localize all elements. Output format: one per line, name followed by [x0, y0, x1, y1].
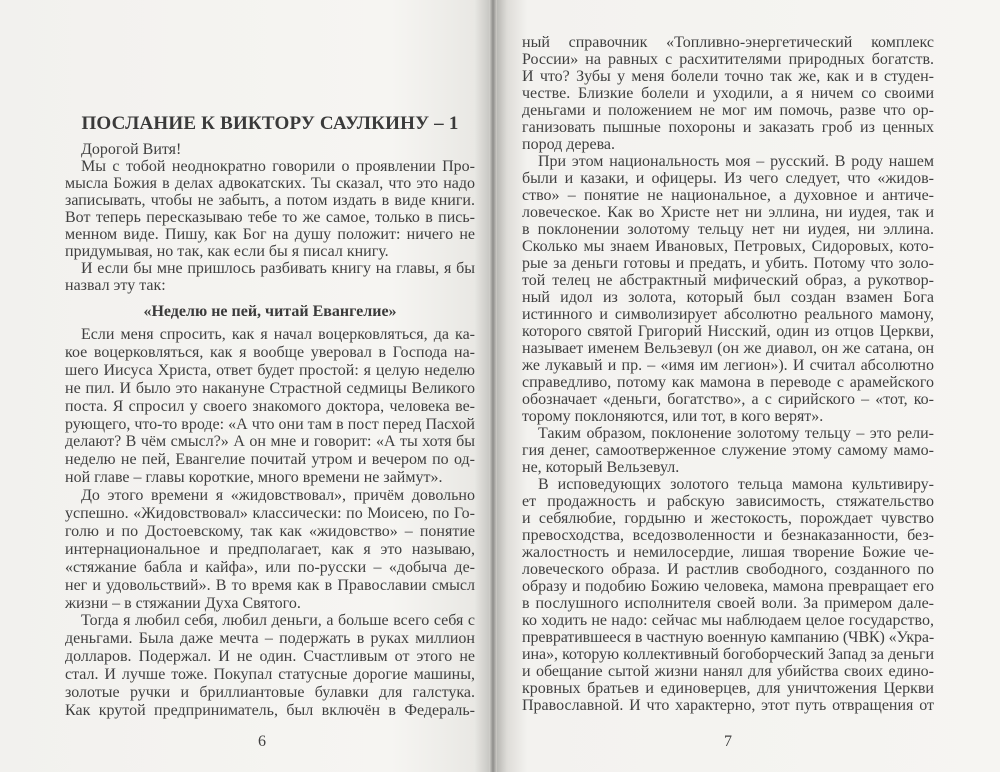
text-line: При этом национальность моя – русский. В роду нашем: [538, 153, 934, 170]
text-line: гия денег, самоотверженное служение этому самому мамо-: [522, 442, 934, 459]
text-line: называет именем Вельзевул (он же диавол, он же сатана, он: [522, 340, 934, 357]
text-line: не, который Вельзевул.: [522, 459, 680, 476]
text-line: ко ходить не надо: сейчас мы наблюдаем целое государство,: [522, 612, 934, 629]
text-line: поста. Я спросил у своего знакомого доктора, человека ве-: [65, 397, 475, 415]
text-line: кровных братьев и единоверцев, для уничтожения Церкви: [522, 680, 934, 697]
text-line: ет продажность и рабскую зависимость, стяжательство: [522, 493, 934, 510]
text-line: деньгами. Была даже мечта – подержать в руках миллион: [65, 630, 475, 648]
section-subheading: «Неделю не пей, читай Евангелие»: [143, 303, 397, 320]
text-line: жалостность и немилосердие, лишая творение Божие че-: [522, 544, 934, 561]
text-line: рующего, что-то вроде: «А что они там в пост перед Пасхой: [65, 415, 475, 433]
text-line: ный справочник «Топливно-энергетический комплекс: [522, 34, 934, 51]
text-line: В исповедующих золотого тельца мамона культивиру-: [538, 476, 934, 493]
text-line: не пил. И было это накануне Страстной седмицы Великого: [65, 379, 475, 397]
text-line: ный идол из золота, который был создан взамен Бога: [522, 289, 934, 306]
text-line: Вот теперь пересказываю тебе то же самое, только в пись-: [65, 209, 475, 226]
text-line: делают? В чём смысл?» А он мне и говорит: «А ты хотя бы: [65, 433, 475, 451]
page-number-left: 6: [258, 733, 266, 750]
text-line: До этого времени я «жидовствовал», причём довольно: [81, 487, 475, 505]
chapter-title: ПОСЛАНИЕ К ВИКТОРУ САУЛКИНУ – 1: [81, 113, 459, 134]
text-line: ной главе – главы короткие, много времени не займут».: [65, 469, 443, 487]
text-line: Тогда я любил себя, любил деньги, а больше всего себя с: [81, 612, 475, 630]
text-line: неделю не пей, Евангелие почитай утром и вечером по од-: [65, 451, 475, 469]
text-line: превосходства, вседозволенности и безнаказанности, без-: [522, 527, 934, 544]
text-line: «стяжание бабла и кайфа», или по-русски – «добыча де-: [65, 558, 475, 576]
text-line: нег и удовольствий». В то время как в Православии смысл: [65, 576, 475, 594]
text-line: придумывая, но так, как если бы я писал книгу.: [65, 243, 389, 260]
text-line: назвал эту так:: [65, 277, 166, 294]
text-line: И если бы мне пришлось разбивать книгу на главы, я бы: [81, 260, 475, 277]
text-line: кое воцерковляться, как я вообще уверовал в Господа на-: [65, 343, 475, 361]
text-line: Дорогой Витя!: [81, 141, 182, 158]
text-line: Таким образом, поклонение золотому тельцу – это рели-: [538, 425, 934, 442]
text-line: обозначает «деньги, богатство», а с сирийского – «тот, ко-: [522, 391, 934, 408]
text-line: Если меня спросить, как я начал воцерковляться, да ка-: [81, 326, 475, 343]
text-line: и себялюбие, гордыню и жестокость, порождает чувство: [522, 510, 934, 527]
text-line: ина», которую коллективный богоборческий Запад за деньги: [522, 646, 934, 663]
text-line: Сколько мы знаем Ивановых, Петровых, Сидоровых, кото-: [522, 238, 934, 255]
text-line: в поклонении золотому тельцу нет ни иудея, ни эллина.: [522, 221, 934, 238]
text-line: Как крутой предприниматель, был включён в Федераль-: [65, 701, 475, 719]
text-line: истинного и символизирует абсолютно реального мамону,: [522, 306, 934, 323]
right-page: [497, 0, 1000, 772]
text-line: честве. Близкие болели и уходили, а я ничем со своими: [522, 85, 934, 102]
text-line: той телец не абстрактный мифический образ, а рукотвор-: [522, 272, 934, 289]
text-line: были и казаки, и офицеры. Из чего следует, что «жидов-: [522, 170, 934, 187]
text-line: И что? Зубы у меня болели точно так же, как и в студен-: [522, 68, 934, 85]
text-line: интернациональное и предполагает, как я это называю,: [65, 540, 475, 558]
text-line: золотые ручки и бриллиантовые булавки для галстука.: [65, 684, 475, 701]
text-line: Православной. И что характерно, этот путь отвращения от: [522, 697, 934, 714]
text-line: же лукавый и пр. – «имя им легион»). И считал абсолютно: [522, 357, 934, 374]
text-line: ловеческого образа. И растлив свободного, созданного по: [522, 561, 934, 578]
text-line: России» на равных с расхитителями природных богатств.: [522, 51, 934, 68]
book-gutter: [489, 0, 497, 772]
text-line: справедливо, потому как мамона в переводе с арамейского: [522, 374, 934, 391]
text-line: успешно. «Жидовствовал» классически: по Моисею, по Го-: [65, 505, 475, 522]
text-line: ство» – понятие не национальное, а духовное и античе-: [522, 187, 934, 204]
text-line: рые за деньги готовы и предать, и убить. Потому что золо-: [522, 255, 934, 272]
text-line: стал. И лучше тоже. Покупал статусные дорогие машины,: [65, 666, 475, 684]
text-line: которого святой Григорий Нисский, один из отцов Церкви,: [522, 323, 934, 340]
text-line: менном виде. Пишу, как Бог на душу положит: ничего не: [65, 226, 475, 243]
text-line: мысла Божия в делах адвокатских. Ты сказал, что это надо: [65, 175, 475, 192]
text-line: голю и по Достоевскому, так как «жидовство» – понятие: [65, 522, 475, 540]
left-page: [0, 0, 489, 772]
text-line: шего Иисуса Христа, ответ будет простой: я целую неделю: [65, 361, 475, 379]
text-line: и обещание сытой жизни нанял для убийства своих едино-: [522, 663, 934, 680]
text-line: записывать, чтобы не забыть, а потом издать в виде книги.: [65, 192, 475, 209]
page-number-right: 7: [724, 733, 732, 750]
text-line: пород дерева.: [522, 136, 616, 153]
text-line: деньгами и положением не мог им помочь, разве что ор-: [522, 102, 934, 119]
text-line: долларов. Подержал. И не один. Счастливым от этого не: [65, 648, 475, 666]
text-line: в послушного исполнителя своей воли. За примером дале-: [522, 595, 934, 612]
text-line: ловеческое. Как во Христе нет ни эллина, ни иудея, так и: [522, 204, 934, 221]
text-line: торому поклоняются, или тот, в кого верят».: [522, 408, 824, 425]
text-line: Мы с тобой неоднократно говорили о проявлении Про-: [81, 158, 475, 175]
text-line: превратившееся в частную военную кампанию (ЧВК) «Укра-: [522, 629, 935, 646]
text-line: образу и подобию Божию человека, мамона превращает его: [522, 578, 934, 595]
text-line: жизни – в стяжании Духа Святого.: [65, 594, 301, 612]
text-line: ганизовать пышные похороны и заказать гроб из ценных: [522, 119, 934, 136]
